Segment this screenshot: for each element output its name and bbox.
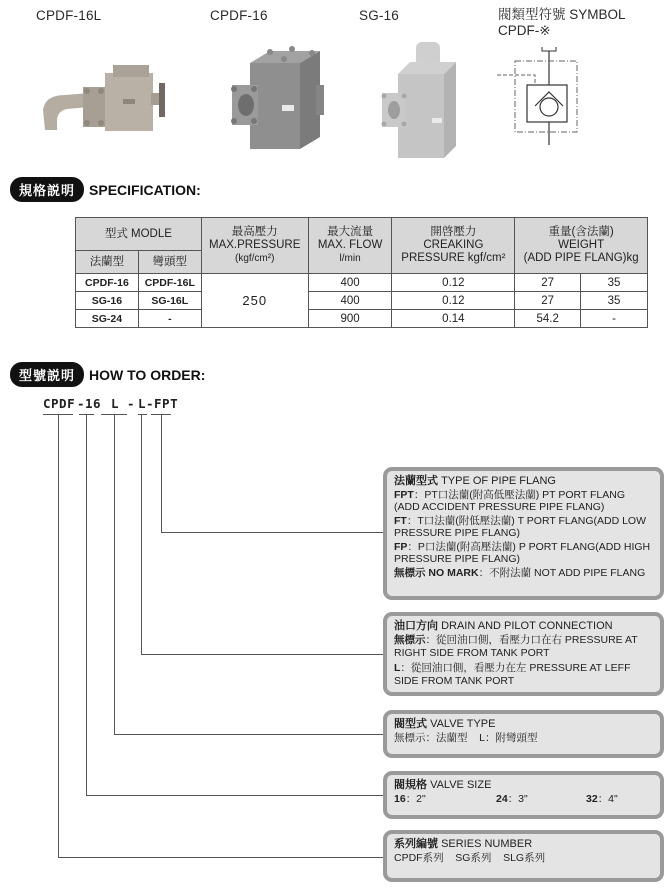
symbol-title: 閥類型符號 SYMBOL [498, 7, 626, 22]
specification-title: SPECIFICATION: [89, 181, 201, 198]
table-row [76, 292, 648, 310]
order-title: HOW TO ORDER: [89, 366, 206, 383]
header-weight: 重量(含法蘭) WEIGHT (ADD PIPE FLANG)kg [515, 218, 648, 274]
cell-flange-model: CPDF-16 [76, 274, 139, 292]
cell-weight-flange: 27 [515, 292, 581, 310]
cell-flow: 400 [308, 274, 392, 292]
cell-elbow-model: - [138, 310, 201, 328]
connector-size [86, 414, 87, 796]
order-badge: 型號説明 [10, 362, 84, 387]
symbol-model: CPDF-※ [498, 23, 551, 38]
cell-flange-model: SG-24 [76, 310, 139, 328]
connector-flange [161, 414, 162, 533]
cell-elbow-model: CPDF-16L [138, 274, 201, 292]
header-elbow-type: 彎頭型 [138, 251, 201, 274]
order-heading [10, 362, 205, 387]
box-valve-type: 閥型式 VALVE TYPE 無標示：法蘭型 L：附彎頭型 [383, 710, 664, 758]
cell-creaking: 0.14 [392, 310, 515, 328]
code-drain: L [138, 396, 147, 411]
cell-weight-flange: 54.2 [515, 310, 581, 328]
code-valve-type: L [111, 396, 120, 411]
cell-flange-model: SG-16 [76, 292, 139, 310]
header-creaking-pressure: 開啓壓力 CREAKING PRESSURE kgf/cm² [392, 218, 515, 274]
cell-creaking: 0.12 [392, 292, 515, 310]
cell-weight-elbow: 35 [581, 274, 648, 292]
box-valve-size: 閥規格 VALVE SIZE 16：2" 24：3" 32：4" [383, 771, 664, 819]
product-label-cpdf-16l: CPDF-16L [36, 8, 102, 23]
connector-series-h [58, 857, 386, 858]
cell-weight-elbow: - [581, 310, 648, 328]
code-series: CPDF [43, 396, 76, 411]
header-max-pressure: 最高壓力 MAX.PRESSURE (kgf/cm²) [201, 218, 308, 274]
code-size: -16 [77, 396, 102, 411]
connector-valve-type [114, 414, 115, 735]
code-separator: - [127, 396, 136, 411]
valve-sg-16-photo [380, 38, 470, 163]
connector-series [58, 414, 59, 858]
product-label-sg-16: SG-16 [359, 8, 400, 23]
valve-cpdf-16l-photo [35, 55, 165, 135]
connector-drain-h [141, 654, 386, 655]
cell-weight-elbow: 35 [581, 292, 648, 310]
specification-table [75, 217, 648, 328]
code-flange: -FPT [146, 396, 179, 411]
connector-flange-h [161, 532, 386, 533]
cell-weight-flange: 27 [515, 274, 581, 292]
header-max-flow: 最大流量 MAX. FLOW l/min [308, 218, 392, 274]
box-drain-pilot: 油口方向 DRAIN AND PILOT CONNECTION 無標示：從回油口側，看壓力口在右 PRESSURE AT RIGHT SIDE FROM TANK PORT L：從回油口側，看壓力在左 PRESSURE AT LEFF SIDE FROM TANK PORT [383, 612, 664, 696]
cell-creaking: 0.12 [392, 274, 515, 292]
check-valve-symbol-icon [497, 45, 587, 150]
connector-drain [141, 414, 142, 655]
product-label-cpdf-16: CPDF-16 [210, 8, 268, 23]
underline-drain [138, 414, 147, 415]
cell-flow: 900 [308, 310, 392, 328]
connector-valve-type-h [114, 734, 386, 735]
header-model: 型式 MODLE [76, 218, 202, 251]
specification-badge: 規格説明 [10, 177, 84, 202]
cell-elbow-model: SG-16L [138, 292, 201, 310]
box-series-number: 系列編號 SERIES NUMBER CPDF系列 SG系列 SLG系列 [383, 830, 664, 882]
cell-max-pressure: 250 [201, 274, 308, 328]
table-row [76, 310, 648, 328]
specification-heading [10, 177, 201, 202]
valve-cpdf-16-photo [222, 45, 332, 160]
cell-flow: 400 [308, 292, 392, 310]
box-flange-type: 法蘭型式 TYPE OF PIPE FLANG FPT：PT口法蘭(附高低壓法蘭) PT PORT FLANG (ADD ACCIDENT PRESSURE PIPE FLANG) FT：T口法蘭(附低壓法蘭) T PORT FLANG(ADD LOW PRESSURE PIPE FLANG) FP：P口法蘭(附高壓法蘭) P PORT FLANG(ADD HIGH PRESSURE PIPE FLANG) 無標示 NO MARK：不附法蘭 NOT ADD PIPE FLANG [383, 467, 664, 600]
header-flange-type: 法蘭型 [76, 251, 139, 274]
connector-size-h [86, 795, 386, 796]
table-row [76, 274, 648, 292]
